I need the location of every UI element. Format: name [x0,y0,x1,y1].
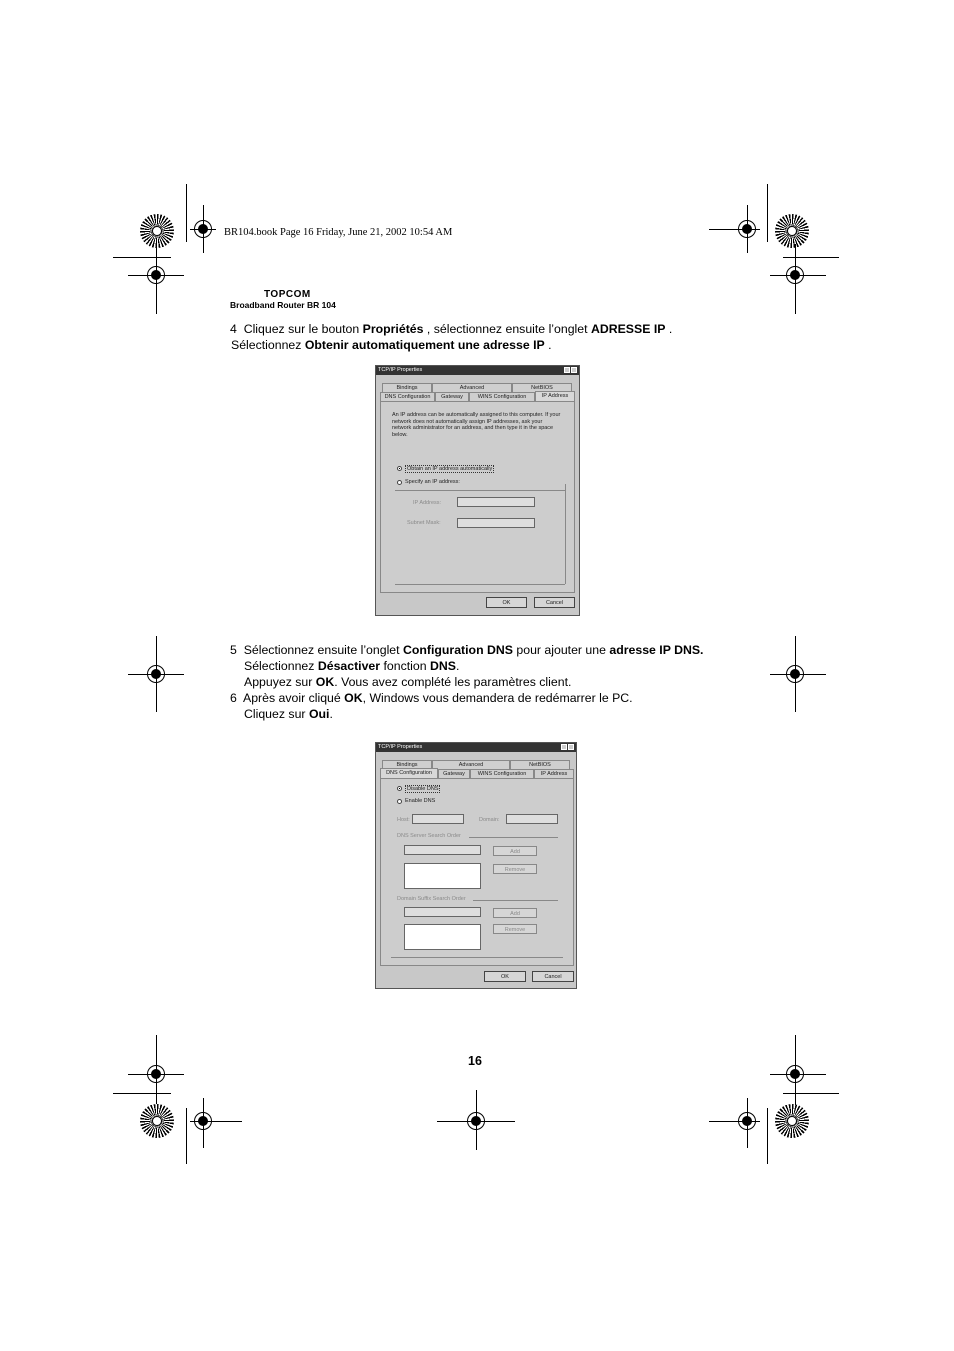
tab-dns-configuration[interactable]: DNS Configuration [380,392,435,401]
tab-bindings[interactable]: Bindings [382,760,432,769]
close-icon[interactable] [571,367,577,373]
step-6-text: 6 Après avoir cliqué OK, Windows vous demandera de redémarrer le PC. Cliquez sur Oui. [230,691,633,721]
radio-specify-ip-label[interactable]: Specify an IP address: [405,479,460,485]
domain-label: Domain: [479,817,500,823]
dialog-titlebar [376,366,579,375]
registration-sunburst-icon [775,214,809,248]
ip-address-field[interactable] [457,497,535,507]
domain-order-label: Domain Suffix Search Order [397,896,466,902]
product-name: Broadband Router BR 104 [230,300,336,310]
dns-server-list[interactable] [404,863,481,889]
brand-logo: TOPCOM [264,289,311,300]
dns-order-label: DNS Server Search Order [397,833,461,839]
radio-obtain-auto-label[interactable]: Obtain an IP address automatically [407,466,493,472]
book-info-line: BR104.book Page 16 Friday, June 21, 2002 10:54 AM [224,227,453,238]
domain-field[interactable] [506,814,558,824]
tab-bindings[interactable]: Bindings [382,383,432,392]
tcpip-dialog-ip-address [375,365,580,616]
remove-domain-button[interactable]: Remove [493,924,537,934]
ok-button[interactable]: OK [486,597,527,608]
radio-enable-dns[interactable] [397,799,402,804]
ip-address-panel [380,401,575,593]
tab-wins-configuration[interactable]: WINS Configuration [470,769,534,778]
tab-netbios[interactable]: NetBIOS [510,760,570,769]
help-icon[interactable] [561,744,567,750]
dialog-title: TCP/IP Properties [378,367,423,373]
dialog-title: TCP/IP Properties [378,744,423,750]
radio-disable-dns-label[interactable]: Disable DNS [407,786,439,792]
ip-description: An IP address can be automatically assigned to this computer. If your network does not automatically assign IP addresses, ask your network administrator for an address, and then type it in the space below. [392,412,561,438]
radio-obtain-auto[interactable] [397,466,402,471]
tab-netbios[interactable]: NetBIOS [512,383,572,392]
tcpip-dialog-dns [375,742,577,989]
tab-advanced[interactable]: Advanced [432,383,512,392]
dns-server-field[interactable] [404,845,481,855]
tab-wins-configuration[interactable]: WINS Configuration [469,392,535,401]
tab-dns-configuration[interactable]: DNS Configuration [380,768,438,778]
tab-gateway[interactable]: Gateway [435,392,469,401]
ok-button[interactable]: OK [484,971,526,982]
help-icon[interactable] [564,367,570,373]
tab-advanced[interactable]: Advanced [432,760,510,769]
ip-address-label: IP Address: [413,500,442,506]
subnet-mask-label: Subnet Mask: [407,520,441,526]
add-domain-button[interactable]: Add [493,908,537,918]
radio-disable-dns[interactable] [397,786,402,791]
tab-ip-address[interactable]: IP Address [535,391,575,401]
radio-specify-ip[interactable] [397,480,402,485]
registration-sunburst-icon [140,214,174,248]
host-label: Host: [397,817,410,823]
registration-sunburst-icon [140,1104,174,1138]
subnet-mask-field[interactable] [457,518,535,528]
step-4-text: 4 Cliquez sur le bouton Propriétés , sélectionnez ensuite l’onglet ADRESSE IP . Sélectionnez Obtenir automatiquement une adresse IP . [230,322,673,352]
page-number: 16 [468,1054,482,1068]
add-dns-button[interactable]: Add [493,846,537,856]
domain-suffix-field[interactable] [404,907,481,917]
step-5-text: 5 Sélectionnez ensuite l’onglet Configuration DNS pour ajouter une adresse IP DNS. Sélectionnez Désactiver fonction DNS. Appuyez sur OK. Vous avez complété les paramètres client. [230,643,704,689]
host-field[interactable] [412,814,464,824]
radio-enable-dns-label[interactable]: Enable DNS [405,798,436,804]
dialog-titlebar [376,743,576,752]
registration-sunburst-icon [775,1104,809,1138]
tab-ip-address[interactable]: IP Address [534,769,574,778]
tab-gateway[interactable]: Gateway [438,769,470,778]
cancel-button[interactable]: Cancel [532,971,574,982]
close-icon[interactable] [568,744,574,750]
domain-suffix-list[interactable] [404,924,481,950]
dns-panel [380,778,574,966]
cancel-button[interactable]: Cancel [534,597,575,608]
remove-dns-button[interactable]: Remove [493,864,537,874]
